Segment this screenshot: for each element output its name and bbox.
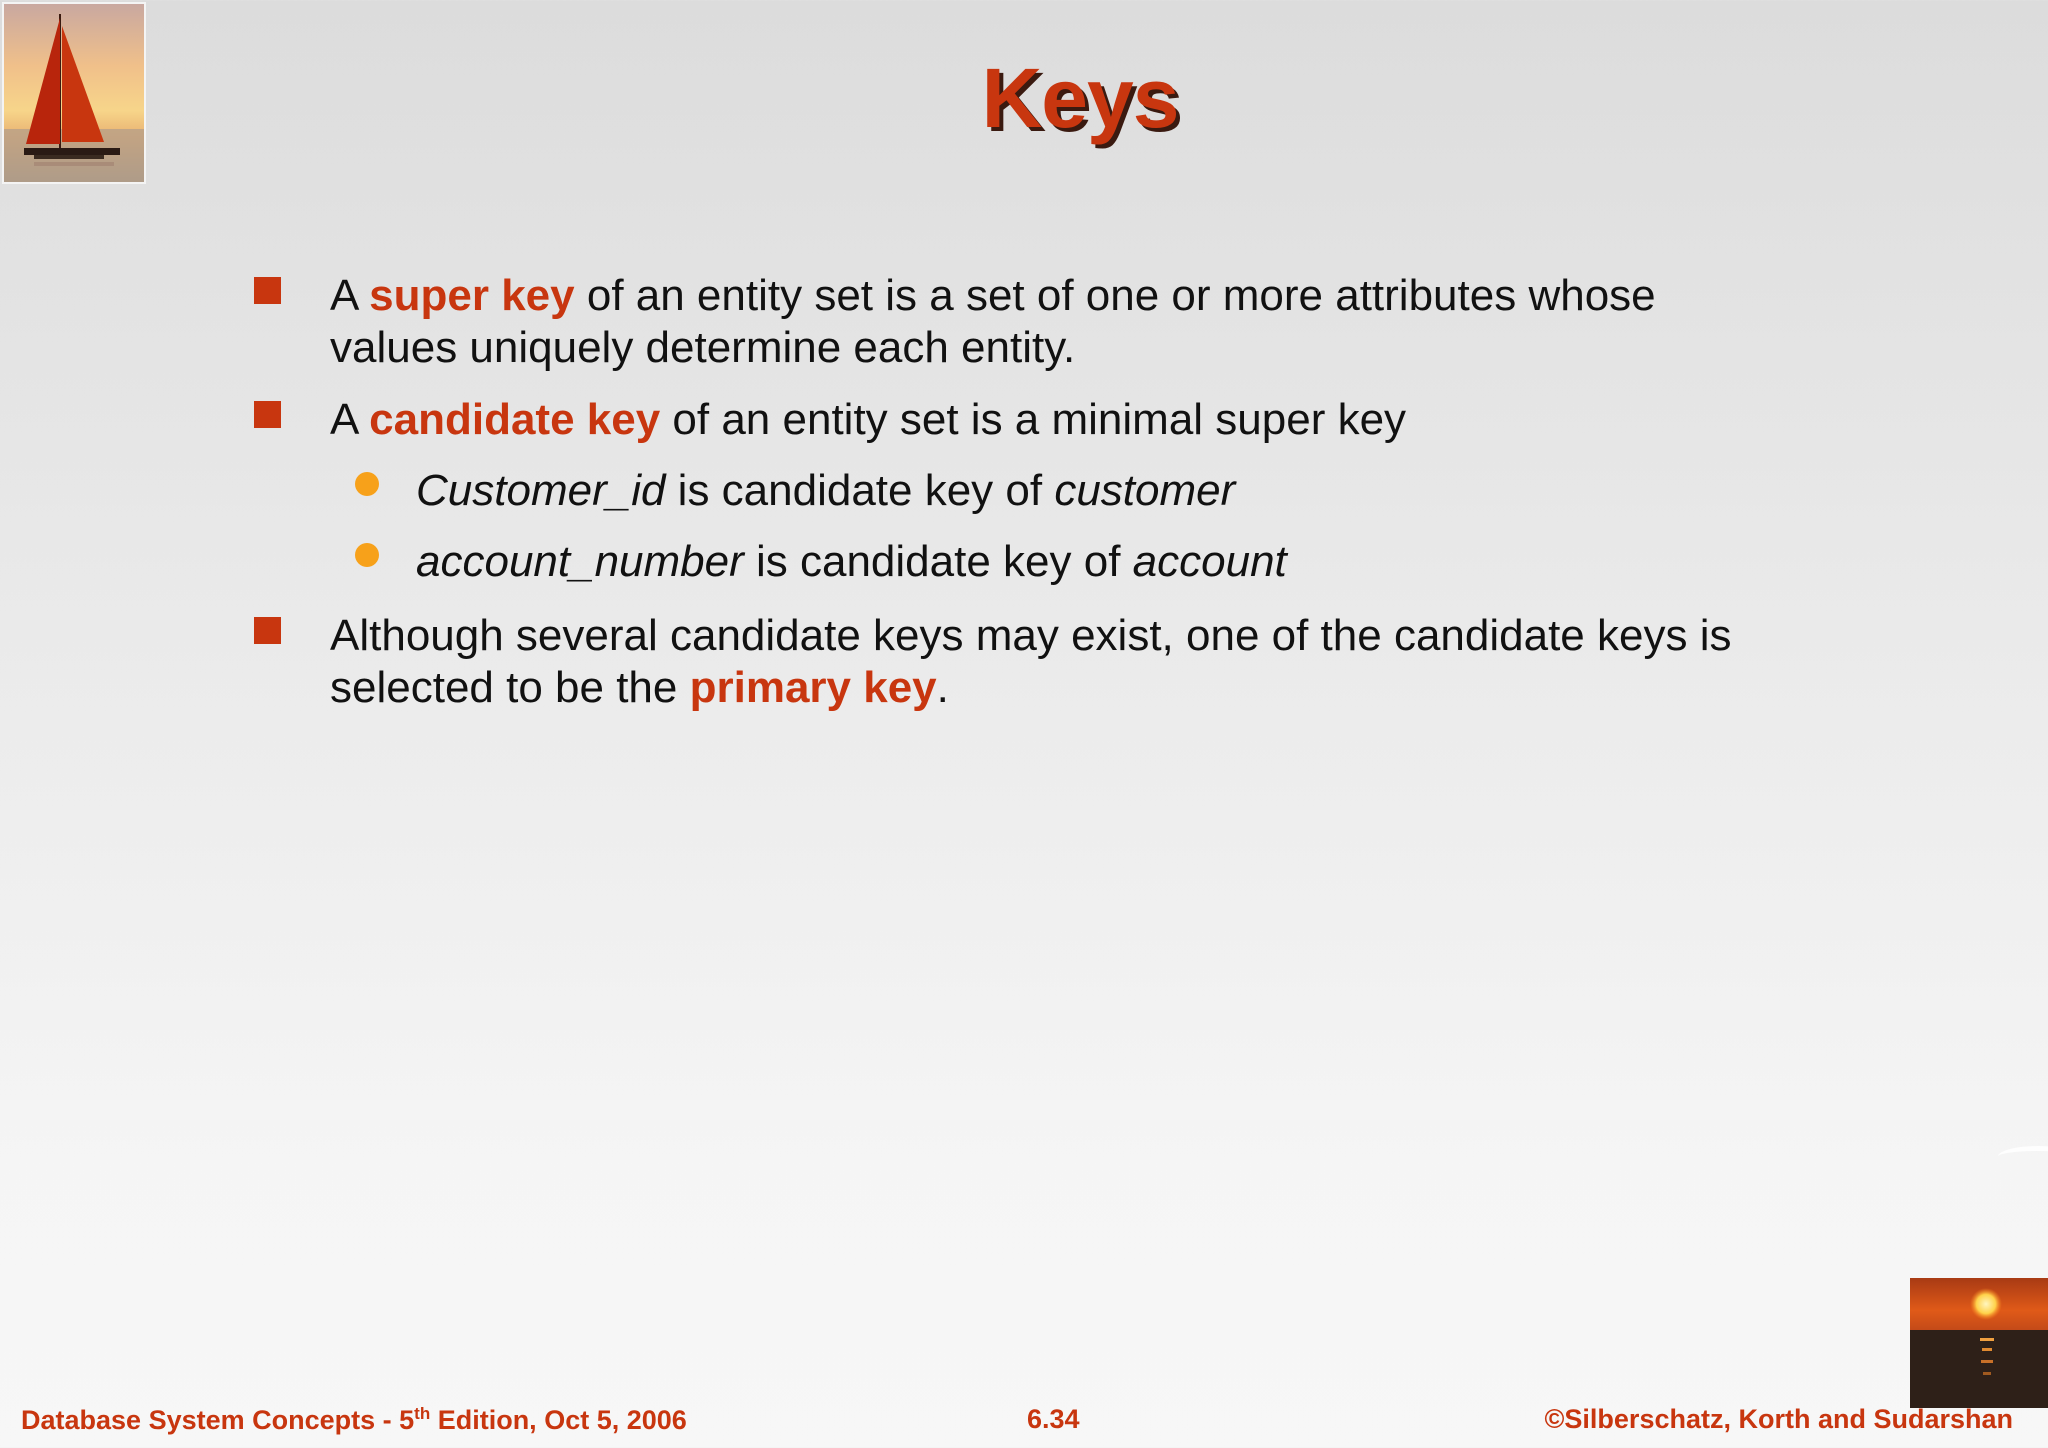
footer-book-title <box>21 1404 687 1436</box>
square-bullet-icon <box>254 401 281 428</box>
entity-name: account <box>1132 537 1287 586</box>
square-bullet-icon <box>254 617 281 644</box>
footer-copyright: ©Silberschatz, Korth and Sudarshan <box>1544 1404 2013 1434</box>
attribute-name: Customer_id <box>416 466 666 515</box>
square-bullet-icon <box>254 277 281 304</box>
bullet-text-line <box>330 662 949 714</box>
term-primary-key: primary key <box>689 663 937 712</box>
footer-title-post: Edition, Oct 5, 2006 <box>430 1405 687 1435</box>
circle-bullet-icon <box>355 472 379 496</box>
slide-title: Keys <box>981 51 1179 145</box>
bullet-text-post: of an entity set is a minimal super key <box>660 395 1407 444</box>
term-candidate-key: candidate key <box>369 395 661 444</box>
bullet-text-line: Although several candidate keys may exist, one of the candidate keys is <box>330 611 1732 660</box>
attribute-name: account_number <box>416 537 744 586</box>
bullet-text-line: values uniquely determine each entity. <box>330 323 1076 372</box>
bullet-text-pre: selected to be the <box>330 663 690 712</box>
sub-bullet-middle: is candidate key of <box>665 466 1055 515</box>
bullet-text-post: of an entity set is a set of one or more attributes whose <box>574 271 1656 320</box>
bullet-text-pre: A <box>330 271 370 320</box>
bullet-text-line <box>330 270 1656 322</box>
bullet-text-post: . <box>936 663 949 712</box>
sub-bullet-text <box>416 465 1235 517</box>
entity-name: customer <box>1054 466 1236 515</box>
term-super-key: super key <box>369 271 575 320</box>
sub-bullet-text <box>416 536 1287 588</box>
bullet-text-line <box>330 394 1406 446</box>
footer-title-pre: Database System Concepts - 5 <box>21 1405 415 1435</box>
decorative-swoosh <box>1998 1146 2048 1167</box>
sunset-image <box>1910 1278 2048 1408</box>
footer-title-sup: th <box>414 1404 431 1423</box>
footer-page-number: 6.34 <box>1027 1404 1080 1434</box>
bullet-text-pre: A <box>330 395 370 444</box>
sub-bullet-middle: is candidate key of <box>743 537 1133 586</box>
circle-bullet-icon <box>355 543 379 567</box>
